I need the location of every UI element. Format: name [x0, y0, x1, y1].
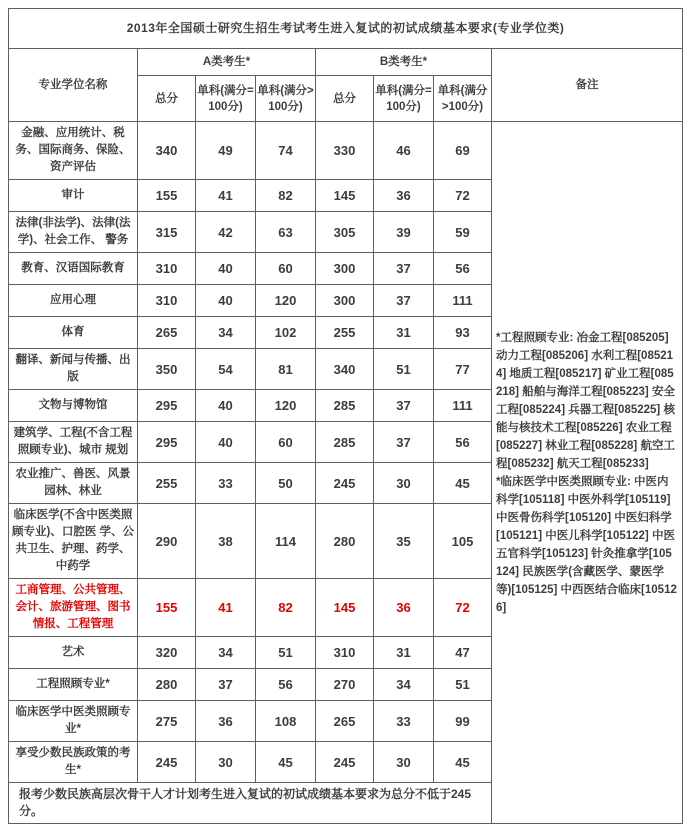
degree-name-cell: 体育: [9, 317, 138, 349]
score-cell: 120: [256, 285, 316, 317]
score-cell: 265: [316, 701, 374, 742]
degree-name-cell: 临床医学(不含中医类照顾专业)、口腔医 学、公共卫生、护理、药学、中药学: [9, 504, 138, 579]
score-cell: 36: [196, 701, 256, 742]
score-cell: 280: [138, 669, 196, 701]
score-cell: 34: [374, 669, 434, 701]
col-header-group-a: A类考生*: [138, 49, 316, 76]
table-title: 2013年全国硕士研究生招生考试考生进入复试的初试成绩基本要求(专业学位类): [9, 9, 683, 49]
degree-name-cell: 建筑学、工程(不含工程照顾专业)、城市 规划: [9, 422, 138, 463]
score-cell: 39: [374, 212, 434, 253]
title-row: [9, 9, 683, 49]
degree-name-cell: 法律(非法学)、法律(法学)、社会工作、 警务: [9, 212, 138, 253]
score-cell: 45: [256, 742, 316, 783]
score-cell: 40: [196, 253, 256, 285]
score-cell: 56: [434, 253, 492, 285]
score-cell: 45: [434, 742, 492, 783]
score-cell: 33: [196, 463, 256, 504]
score-cell: 255: [138, 463, 196, 504]
score-cell: 330: [316, 122, 374, 180]
col-header-group-b: B类考生*: [316, 49, 492, 76]
score-cell: 31: [374, 317, 434, 349]
score-cell: 33: [374, 701, 434, 742]
col-header-a-total: 总分: [138, 76, 196, 122]
degree-name-cell: 艺术: [9, 637, 138, 669]
score-cell: 290: [138, 504, 196, 579]
degree-name-cell: 翻译、新闻与传播、出版: [9, 349, 138, 390]
score-cell: 60: [256, 253, 316, 285]
score-cell: 111: [434, 390, 492, 422]
score-cell: 36: [374, 579, 434, 637]
score-cell: 340: [138, 122, 196, 180]
score-cell: 60: [256, 422, 316, 463]
score-cell: 35: [374, 504, 434, 579]
score-cell: 51: [434, 669, 492, 701]
score-cell: 114: [256, 504, 316, 579]
score-cell: 155: [138, 579, 196, 637]
score-cell: 69: [434, 122, 492, 180]
score-cell: 72: [434, 180, 492, 212]
score-cell: 47: [434, 637, 492, 669]
score-cell: 40: [196, 422, 256, 463]
score-cell: 245: [138, 742, 196, 783]
score-cell: 82: [256, 579, 316, 637]
col-header-degree-name: 专业学位名称: [9, 49, 138, 122]
score-cell: 54: [196, 349, 256, 390]
score-cell: 46: [374, 122, 434, 180]
score-cell: 51: [374, 349, 434, 390]
degree-name-cell: 享受少数民族政策的考生*: [9, 742, 138, 783]
score-cell: 37: [374, 253, 434, 285]
score-cell: 275: [138, 701, 196, 742]
score-cell: 34: [196, 317, 256, 349]
score-cell: 30: [374, 742, 434, 783]
degree-name-cell: 文物与博物馆: [9, 390, 138, 422]
degree-name-cell: 临床医学中医类照顾专业*: [9, 701, 138, 742]
score-cell: 37: [374, 285, 434, 317]
degree-name-cell: 教育、汉语国际教育: [9, 253, 138, 285]
score-cell: 77: [434, 349, 492, 390]
score-cell: 120: [256, 390, 316, 422]
score-cell: 45: [434, 463, 492, 504]
remarks-cell: [492, 122, 683, 824]
score-cell: 295: [138, 390, 196, 422]
col-header-b-total: 总分: [316, 76, 374, 122]
score-cell: 30: [196, 742, 256, 783]
degree-name-cell: 工商管理、公共管理、会计、旅游管理、图书情报、工程管理: [9, 579, 138, 637]
degree-name-cell: 工程照顾专业*: [9, 669, 138, 701]
score-table: [8, 8, 683, 824]
score-cell: 63: [256, 212, 316, 253]
score-table-body: [9, 122, 683, 824]
col-header-a-single-gt100: 单科(满分>100分): [256, 76, 316, 122]
score-cell: 300: [316, 253, 374, 285]
score-cell: 38: [196, 504, 256, 579]
score-cell: 270: [316, 669, 374, 701]
score-cell: 41: [196, 579, 256, 637]
score-cell: 74: [256, 122, 316, 180]
score-cell: 42: [196, 212, 256, 253]
score-cell: 51: [256, 637, 316, 669]
degree-name-cell: 审计: [9, 180, 138, 212]
score-cell: 56: [256, 669, 316, 701]
score-cell: 305: [316, 212, 374, 253]
score-cell: 59: [434, 212, 492, 253]
score-cell: 82: [256, 180, 316, 212]
col-header-remarks: 备注: [492, 49, 683, 122]
score-cell: 245: [316, 463, 374, 504]
score-cell: 245: [316, 742, 374, 783]
score-cell: 295: [138, 422, 196, 463]
score-cell: 300: [316, 285, 374, 317]
score-cell: 105: [434, 504, 492, 579]
score-cell: 340: [316, 349, 374, 390]
footer-note: 报考少数民族高层次骨干人才计划考生进入复试的初试成绩基本要求为总分不低于245分。: [9, 783, 492, 824]
score-cell: 145: [316, 180, 374, 212]
table-row: [9, 122, 683, 180]
score-cell: 285: [316, 390, 374, 422]
score-cell: 37: [374, 390, 434, 422]
col-header-b-single-gt100: 单科(满分>100分): [434, 76, 492, 122]
score-cell: 40: [196, 390, 256, 422]
score-cell: 310: [316, 637, 374, 669]
degree-name-cell: 应用心理: [9, 285, 138, 317]
score-cell: 37: [374, 422, 434, 463]
score-cell: 108: [256, 701, 316, 742]
score-table-head: [9, 9, 683, 122]
score-cell: 40: [196, 285, 256, 317]
score-cell: 30: [374, 463, 434, 504]
score-cell: 315: [138, 212, 196, 253]
remarks-paragraph: *临床医学中医类照顾专业: 中医内科学[105118] 中医外科学[105119] 中医骨伤科学[105120] 中医妇科学[105121] 中医儿科学[105122] 中医五官科学[105123] 针灸推拿学[105124] 民族医学(含藏医学、蒙医学等)[105125] 中西医结合临床[105126]: [496, 475, 677, 614]
col-header-a-single-eq100: 单科(满分=100分): [196, 76, 256, 122]
score-cell: 93: [434, 317, 492, 349]
score-cell: 36: [374, 180, 434, 212]
score-cell: 99: [434, 701, 492, 742]
score-cell: 34: [196, 637, 256, 669]
score-cell: 320: [138, 637, 196, 669]
score-cell: 49: [196, 122, 256, 180]
score-cell: 31: [374, 637, 434, 669]
score-cell: 350: [138, 349, 196, 390]
remarks-paragraph: *工程照顾专业: 冶金工程[085205] 动力工程[085206] 水利工程[085214] 地质工程[085217] 矿业工程[085218] 船舶与海洋工程[085223] 安全工程[085224] 兵器工程[085225] 核能与核技术工程[085226] 农业工程[085227] 林业工程[085228] 航空工程[085232] 航天工程[085233]: [496, 331, 675, 470]
degree-name-cell: 农业推广、兽医、风景园林、林业: [9, 463, 138, 504]
score-cell: 280: [316, 504, 374, 579]
score-cell: 41: [196, 180, 256, 212]
score-cell: 37: [196, 669, 256, 701]
score-cell: 155: [138, 180, 196, 212]
score-cell: 145: [316, 579, 374, 637]
score-cell: 310: [138, 285, 196, 317]
col-header-b-single-eq100: 单科(满分=100分): [374, 76, 434, 122]
score-cell: 56: [434, 422, 492, 463]
score-cell: 285: [316, 422, 374, 463]
score-cell: 50: [256, 463, 316, 504]
score-cell: 72: [434, 579, 492, 637]
group-header-row: [9, 49, 683, 76]
score-cell: 111: [434, 285, 492, 317]
score-cell: 81: [256, 349, 316, 390]
score-cell: 265: [138, 317, 196, 349]
score-cell: 102: [256, 317, 316, 349]
score-cell: 255: [316, 317, 374, 349]
score-cell: 310: [138, 253, 196, 285]
degree-name-cell: 金融、应用统计、税务、国际商务、保险、资产评估: [9, 122, 138, 180]
